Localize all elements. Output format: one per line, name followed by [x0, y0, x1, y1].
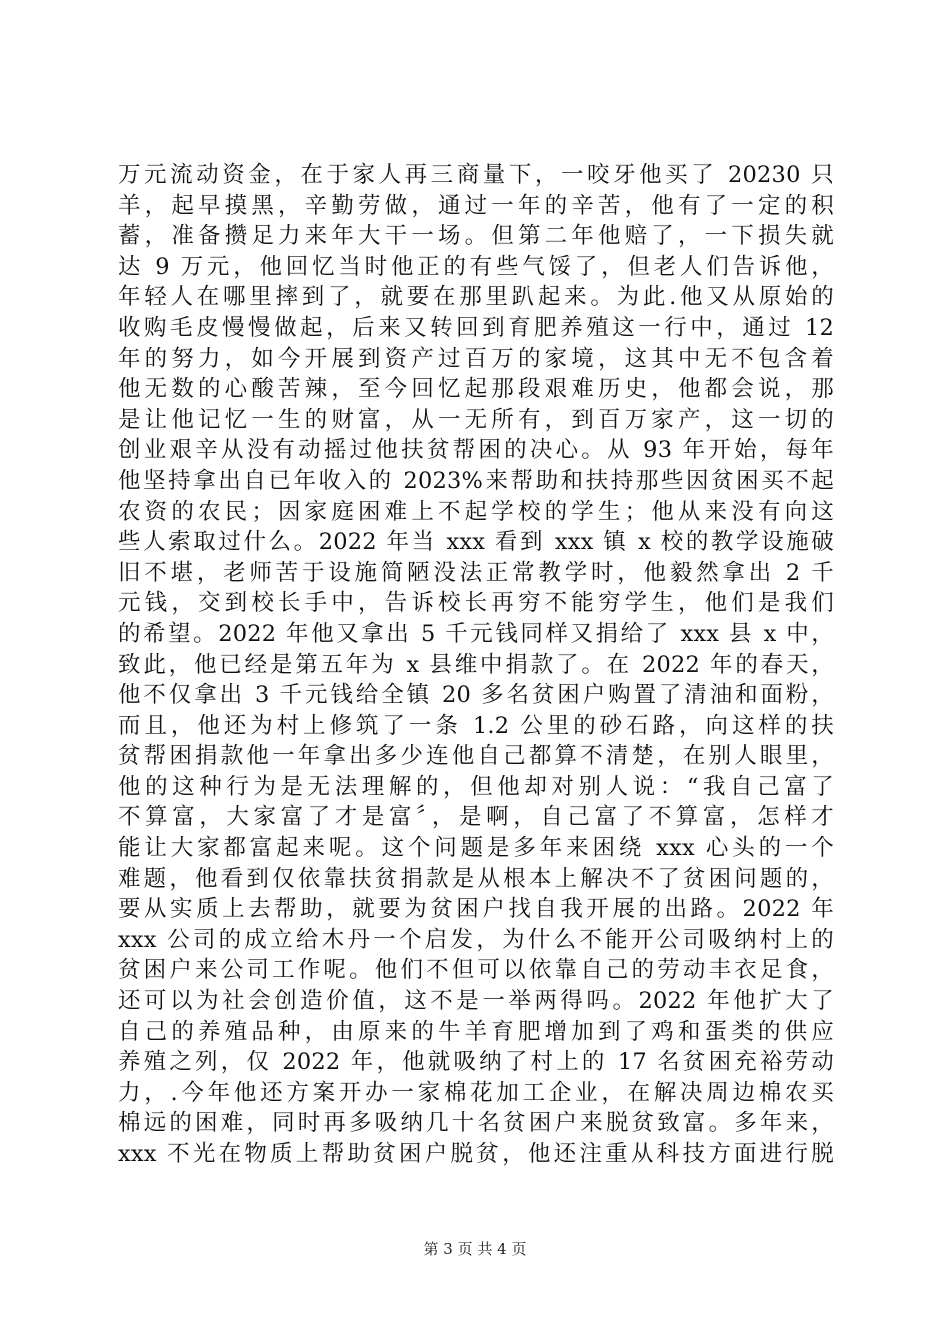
text-line: 收购毛皮慢慢做起，后来又转回到育肥养殖这一行中，通过 12 — [118, 314, 834, 341]
text-line: 元钱，交到校长手中，告诉校长再穷不能穷学生，他们是我们 — [118, 590, 834, 617]
text-line: 是让他记忆一生的财富，从一无所有，到百万家产，这一切的 — [118, 406, 834, 433]
text-line: 创业艰辛从没有动摇过他扶贫帮困的决心。从 93 年开始，每年 — [118, 437, 834, 464]
text-line: 他坚持拿出自已年收入的 2023%来帮助和扶持那些因贫困买不起 — [118, 467, 834, 494]
text-line: 他不仅拿出 3 千元钱给全镇 20 多名贫困户购置了清油和面粉， — [118, 682, 834, 709]
text-line: 农资的农民；因家庭困难上不起学校的学生；他从来没有向这 — [118, 498, 834, 525]
text-line: 养殖之列，仅 2022 年，他就吸纳了村上的 17 名贫困充裕劳动 — [118, 1049, 834, 1076]
text-line: 而且，他还为村上修筑了一条 1.2 公里的砂石路，向这样的扶 — [118, 712, 834, 739]
text-line: 棉远的困难，同时再多吸纳几十名贫困户来脱贫致富。多年来， — [118, 1110, 834, 1137]
text-line: 他的这种行为是无法理解的，但他却对别人说：“我自己富了 — [118, 773, 834, 800]
text-line: 还可以为社会创造价值，这不是一举两得吗。2022 年他扩大了 — [118, 988, 834, 1015]
text-line: 的希望。2022 年他又拿出 5 千元钱同样又捐给了 xxx 县 x 中， — [118, 620, 834, 647]
text-line: xxx 公司的成立给木丹一个启发，为什么不能开公司吸纳村上的 — [118, 926, 834, 953]
text-line: 达 9 万元，他回忆当时他正的有些气馁了，但老人们告诉他， — [118, 253, 834, 280]
text-line: 他无数的心酸苦辣，至今回忆起那段艰难历史，他都会说，那 — [118, 376, 834, 403]
text-line: 致此，他已经是第五年为 x 县维中捐款了。在 2022 年的春天， — [118, 651, 834, 678]
text-line: xxx 不光在物质上帮助贫困户脱贫，他还注重从科技方面进行脱 — [118, 1141, 834, 1167]
text-line: 难题，他看到仅依靠扶贫捐款是从根本上解决不了贫困问题的， — [118, 865, 834, 892]
text-line: 力，.今年他还方案开办一家棉花加工企业，在解决周边棉农买 — [118, 1079, 834, 1106]
text-line: 要从实质上去帮助，就要为贫困户找自我开展的出路。2022 年 — [118, 896, 834, 923]
text-line: 旧不堪，老师苦于设施简陋没法正常教学时，他毅然拿出 2 千 — [118, 559, 834, 586]
text-line: 能让大家都富起来呢。这个问题是多年来困绕 xxx 心头的一个 — [118, 835, 834, 862]
text-line: 不算富，大家富了才是富〞，是啊，自己富了不算富，怎样才 — [118, 804, 834, 831]
body-text — [118, 160, 834, 1170]
text-line: 万元流动资金，在于家人再三商量下，一咬牙他买了 20230 只 — [118, 162, 834, 188]
text-line: 年轻人在哪里摔到了，就要在那里趴起来。为此.他又从原始的 — [118, 284, 834, 311]
text-line: 自己的养殖品种，由原来的牛羊育肥增加到了鸡和蛋类的供应 — [118, 1018, 834, 1045]
text-line: 贫帮困捐款他一年拿出多少连他自己都算不清楚，在别人眼里， — [118, 743, 834, 770]
text-line: 年的努力，如今开展到资产过百万的家境，这其中无不包含着 — [118, 345, 834, 372]
text-line: 贫困户来公司工作呢。他们不但可以依靠自己的劳动丰衣足食， — [118, 957, 834, 984]
text-line: 些人索取过什么。2022 年当 xxx 看到 xxx 镇 x 校的教学设施破 — [118, 529, 834, 556]
text-line: 蓄，准备攒足力来年大干一场。但第二年他赔了，一下损失就 — [118, 223, 834, 250]
page-footer: 第 3 页 共 4 页 — [423, 1240, 527, 1258]
text-line: 羊，起早摸黑，辛勤劳做，通过一年的辛苦，他有了一定的积 — [118, 192, 834, 219]
